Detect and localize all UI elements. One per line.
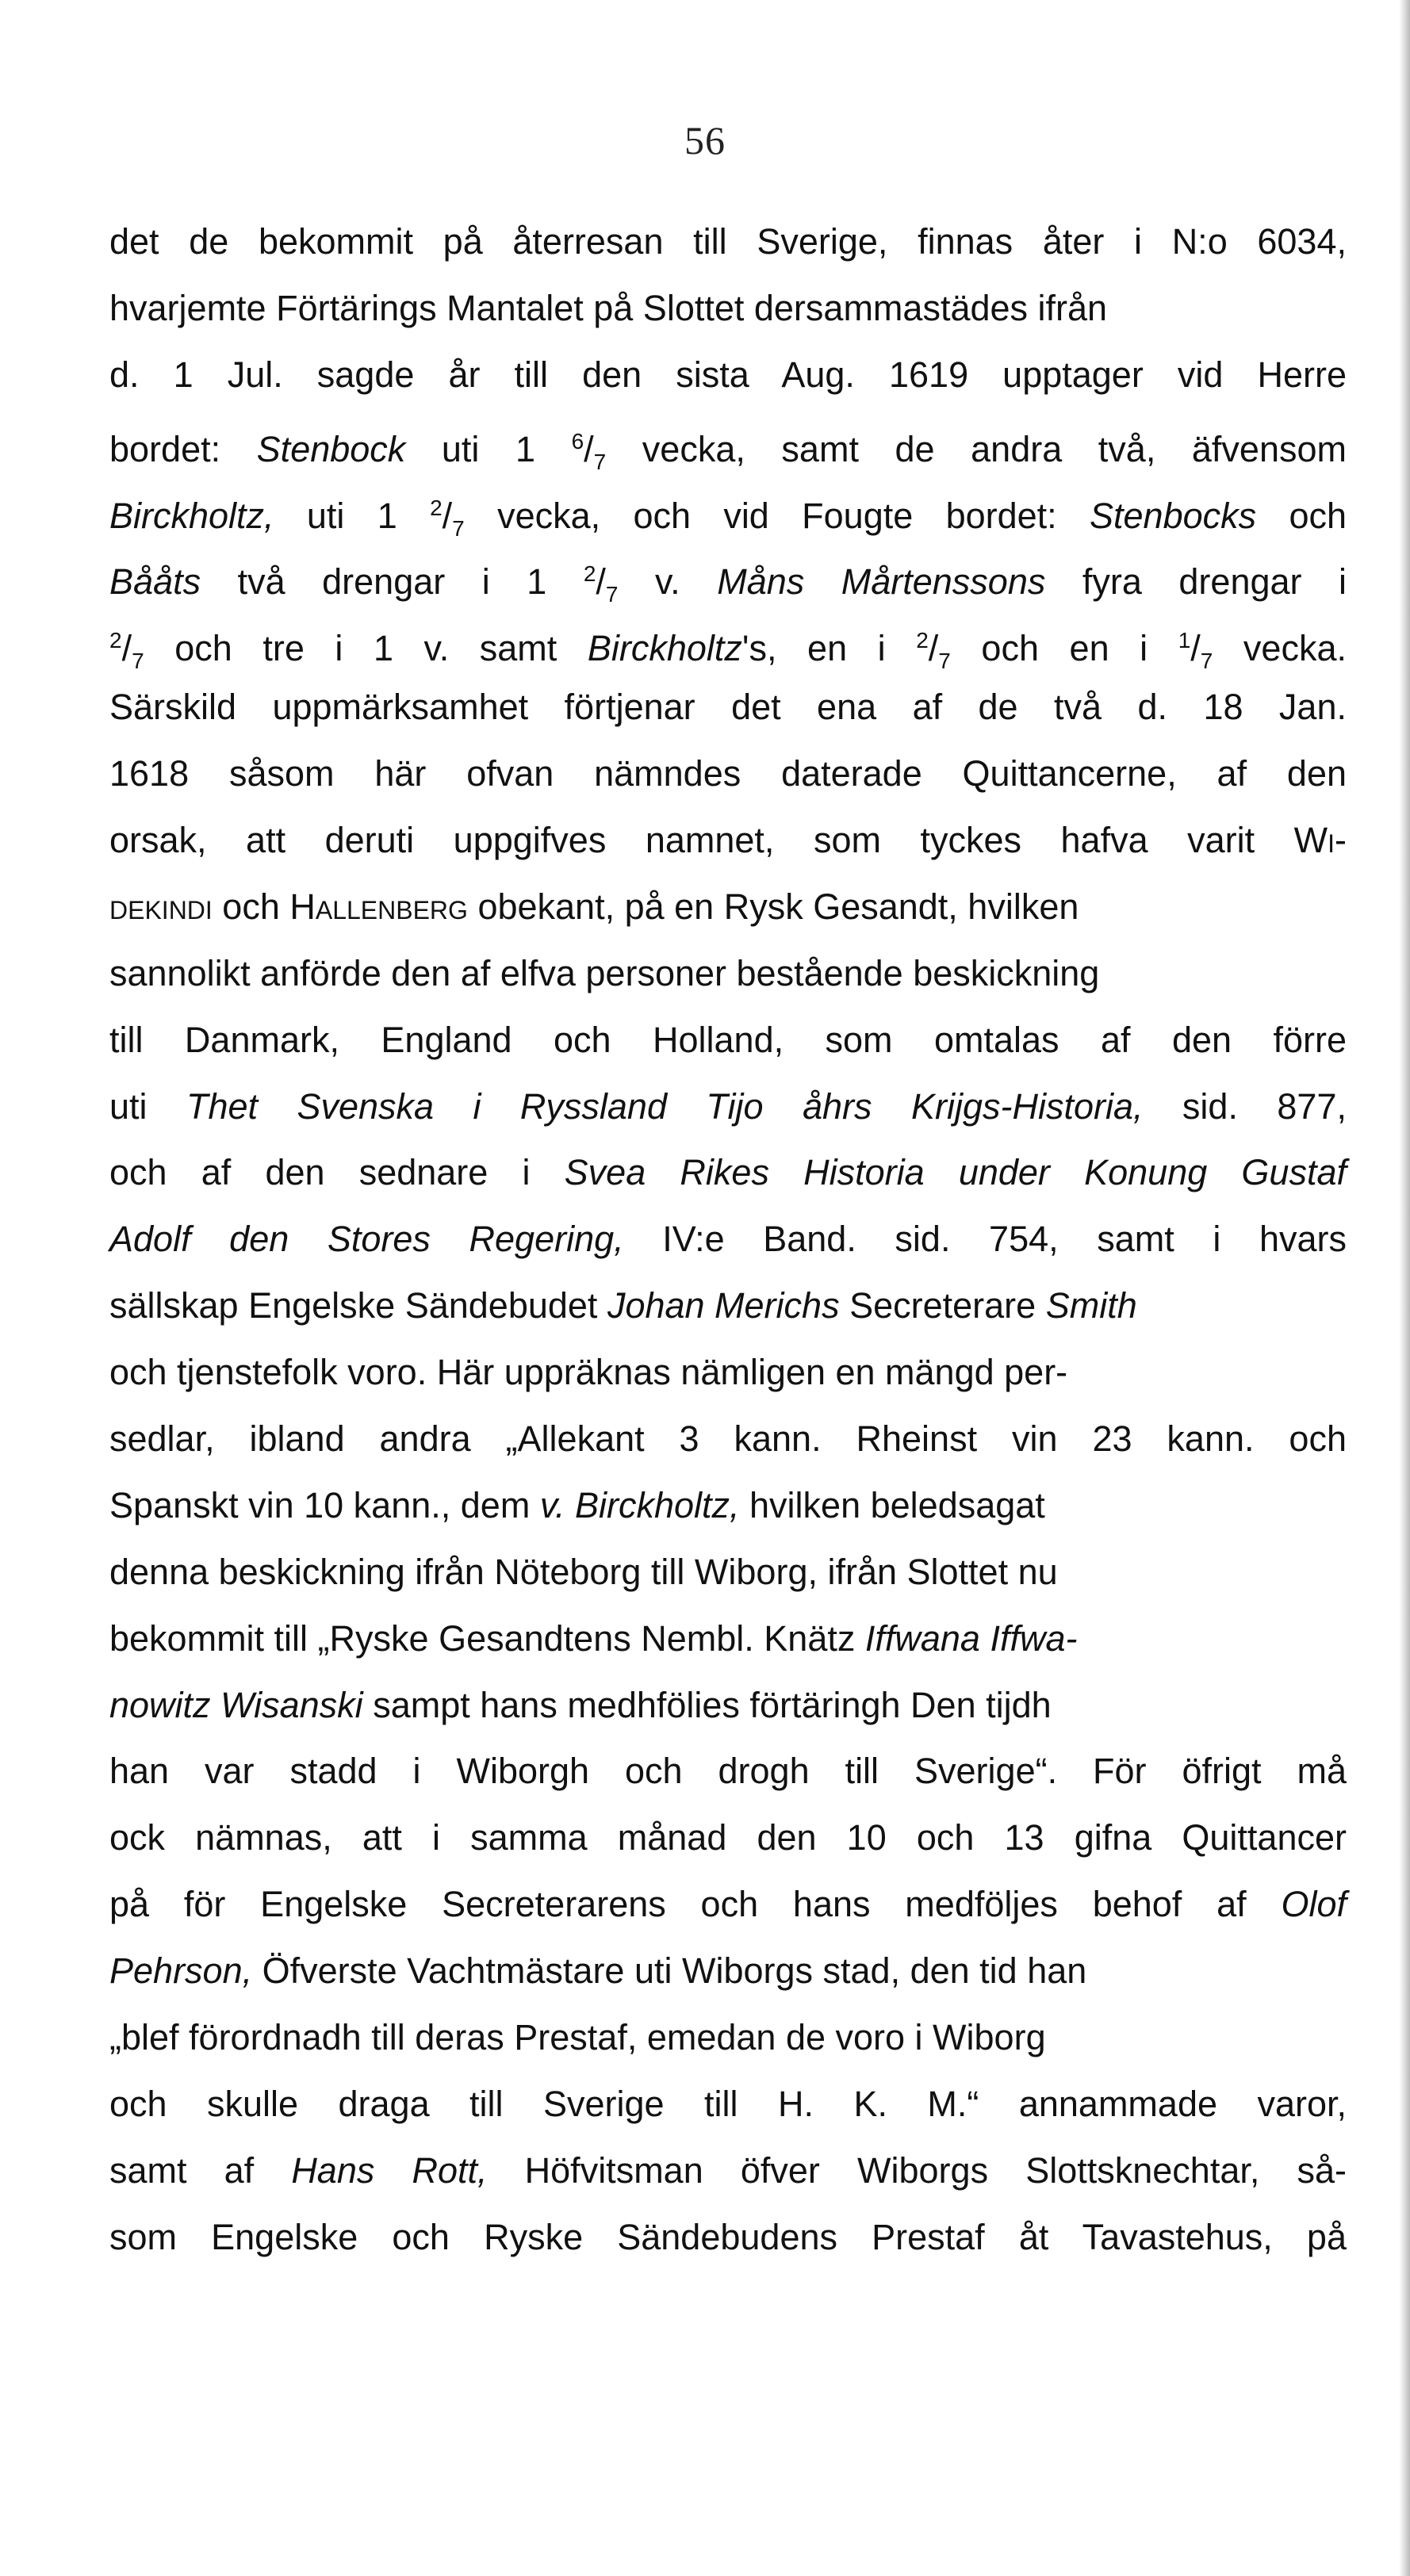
italic-text: Olof (1281, 1884, 1347, 1925)
italic-text: Birckholtz (587, 628, 742, 669)
italic-text: Smith (1045, 1285, 1137, 1326)
text-segment: 1618 såsom här ofvan nämndes daterade Quittancerne, af den (109, 753, 1347, 794)
text-line (109, 1273, 1347, 1339)
text-segment: Spanskt vin 10 kann., dem (109, 1484, 540, 1525)
italic-text: Måns Mårtenssons (717, 561, 1046, 603)
text-segment: ock nämnas, att i samma månad den 10 och 13 gifna Quittancer (109, 1817, 1347, 1858)
italic-text: Stenbock (256, 428, 406, 469)
text-segment: och tre i 1 v. samt (144, 628, 588, 669)
italic-text: Johan Merichs (607, 1285, 840, 1326)
text-segment: vecka. (1213, 628, 1347, 669)
text-line (109, 1672, 1347, 1739)
text-line (109, 607, 1347, 674)
body-text (109, 209, 1347, 2271)
small-caps-text: Hallenberg (289, 886, 468, 927)
text-line (109, 2071, 1347, 2138)
text-segment: uti (109, 1085, 186, 1127)
text-segment: „blef förordnadh till deras Prestaf, emedan de voro i Wiborg (109, 2017, 1046, 2058)
text-segment: sid. 877, (1143, 1085, 1347, 1127)
text-segment: vecka, och vid Fougte bordet: (464, 495, 1090, 536)
italic-text: Bååts (109, 561, 201, 603)
text-line (109, 1472, 1347, 1539)
text-segment: bekommit till „Ryske Gesandtens Nembl. Knätz (109, 1617, 865, 1659)
text-line (109, 1938, 1347, 2004)
text-segment: IV:e Band. sid. 754, samt i hvars (623, 1219, 1347, 1260)
text-segment: orsak, att deruti uppgifves namnet, som tyckes hafva varit (109, 820, 1294, 861)
text-segment: hvilken beledsagat (739, 1484, 1045, 1525)
text-line (109, 541, 1347, 607)
text-line (109, 741, 1347, 807)
text-line (109, 2204, 1347, 2271)
text-segment: och (212, 886, 290, 927)
text-line (109, 2004, 1347, 2071)
text-line (109, 2138, 1347, 2204)
text-segment: Öfverste Vachtmästare uti Wiborgs stad, den tid han (252, 1950, 1087, 1992)
text-segment: / (442, 495, 453, 536)
text-segment: två drengar i 1 (201, 561, 584, 603)
text-line (109, 1606, 1347, 1672)
fraction-part: 2 (583, 561, 596, 587)
text-line (109, 940, 1347, 1007)
text-line (109, 1007, 1347, 1074)
page-number: 56 (684, 118, 726, 163)
text-segment: Secreterare (839, 1285, 1046, 1326)
fraction-part: 7 (132, 649, 144, 674)
text-segment: / (121, 628, 132, 669)
text-segment: det de bekommit på återresan till Sverige, finnas åter i N:o 6034, (109, 221, 1347, 262)
italic-text: Iffwana Iffwa- (864, 1617, 1078, 1659)
text-segment: hvarjemte Förtärings Mantalet på Slottet dersammastädes ifrån (109, 287, 1108, 328)
text-segment: Särskild uppmärksamhet förtjenar det ena af de två d. 18 Jan. (109, 687, 1347, 728)
text-segment: till Danmark, England och Holland, som omtalas af den förre (109, 1019, 1347, 1060)
text-line (109, 874, 1347, 940)
small-caps-text: Wi- (1293, 820, 1347, 861)
text-segment: / (596, 561, 606, 603)
text-line (109, 807, 1347, 874)
page-edge-shadow (1399, 0, 1410, 2576)
text-line (109, 209, 1347, 275)
text-segment: denna beskickning ifrån Nöteborg till Wiborg, ifrån Slottet nu (109, 1551, 1058, 1592)
text-line (109, 1539, 1347, 1606)
text-segment: vecka, samt de andra två, äfvensom (606, 428, 1347, 469)
italic-text: Adolf den Stores Regering, (109, 1219, 624, 1260)
fraction-part: 1 (1178, 628, 1191, 653)
text-line (109, 1738, 1347, 1805)
text-line (109, 1871, 1347, 1938)
text-segment: sällskap Engelske Sändebudet (109, 1285, 607, 1326)
fraction-part: 2 (430, 495, 443, 520)
text-segment: uti 1 (274, 495, 431, 536)
text-segment: samt af (109, 2149, 292, 2191)
text-segment: och (1256, 495, 1347, 536)
small-caps-text: dekindi (109, 886, 213, 927)
text-segment: han var stadd i Wiborgh och drogh till Sverige“. För öfrigt må (109, 1751, 1347, 1792)
text-line (109, 674, 1347, 741)
text-line (109, 1805, 1347, 1871)
fraction-part: 7 (452, 515, 465, 541)
italic-text: Svea Rikes Historia under Konung Gustaf (564, 1152, 1347, 1193)
text-segment: obekant, på en Rysk Gesandt, hvilken (467, 886, 1079, 927)
fraction-part: 2 (916, 628, 929, 653)
text-line (109, 1139, 1347, 1206)
text-segment: v. (618, 561, 718, 603)
italic-text: nowitz Wisanski (109, 1684, 363, 1725)
text-segment: 's, en i (741, 628, 917, 669)
text-segment: och af den sednare i (109, 1152, 565, 1193)
text-line (109, 475, 1347, 542)
text-segment: sampt hans medhfölies förtäringh Den tijdh (362, 1684, 1052, 1725)
fraction-part: 2 (109, 628, 122, 653)
text-segment: bordet: (109, 428, 257, 469)
text-segment: d. 1 Jul. sagde år till den sista Aug. 1619 upptager vid Herre (109, 354, 1347, 395)
text-segment: / (928, 628, 939, 669)
italic-text: Thet Svenska i Ryssland Tijo åhrs Krijgs-Historia, (186, 1085, 1144, 1127)
text-line (109, 408, 1347, 475)
text-segment: / (1190, 628, 1201, 669)
fraction-part: 7 (605, 582, 619, 607)
text-line (109, 1206, 1347, 1273)
italic-text: Stenbocks (1090, 495, 1257, 536)
fraction-part: 7 (1200, 649, 1213, 674)
text-segment: fyra drengar i (1045, 561, 1347, 603)
text-segment: sedlar, ibland andra „Allekant 3 kann. Rheinst vin 23 kann. och (109, 1418, 1347, 1460)
text-segment: och skulle draga till Sverige till H. K. M.“ annammade varor, (109, 2083, 1347, 2124)
text-segment: uti 1 (405, 428, 572, 469)
text-segment: / (584, 428, 594, 469)
text-segment: sannolikt anförde den af elfva personer bestående beskickning (109, 952, 1100, 993)
text-line (109, 1339, 1347, 1406)
text-line (109, 1406, 1347, 1472)
text-line (109, 342, 1347, 408)
italic-text: Pehrson, (109, 1950, 253, 1992)
fraction-part: 7 (938, 649, 951, 674)
text-segment: och en i (950, 628, 1178, 669)
text-line (109, 275, 1347, 342)
fraction-part: 6 (571, 428, 584, 454)
italic-text: Hans Rott, (291, 2149, 488, 2191)
text-segment: som Engelske och Ryske Sändebudens Prestaf åt Tavastehus, på (109, 2216, 1347, 2257)
text-line (109, 1074, 1347, 1140)
text-segment: på för Engelske Secreterarens och hans medföljes behof af (109, 1884, 1282, 1925)
text-segment: och tjenstefolk voro. Här uppräknas nämligen en mängd per- (109, 1352, 1068, 1393)
italic-text: v. Birckholtz, (539, 1484, 740, 1525)
text-segment: Höfvitsman öfver Wiborgs Slottsknechtar, så- (487, 2149, 1347, 2191)
fraction-part: 7 (593, 449, 607, 474)
italic-text: Birckholtz, (109, 495, 274, 536)
